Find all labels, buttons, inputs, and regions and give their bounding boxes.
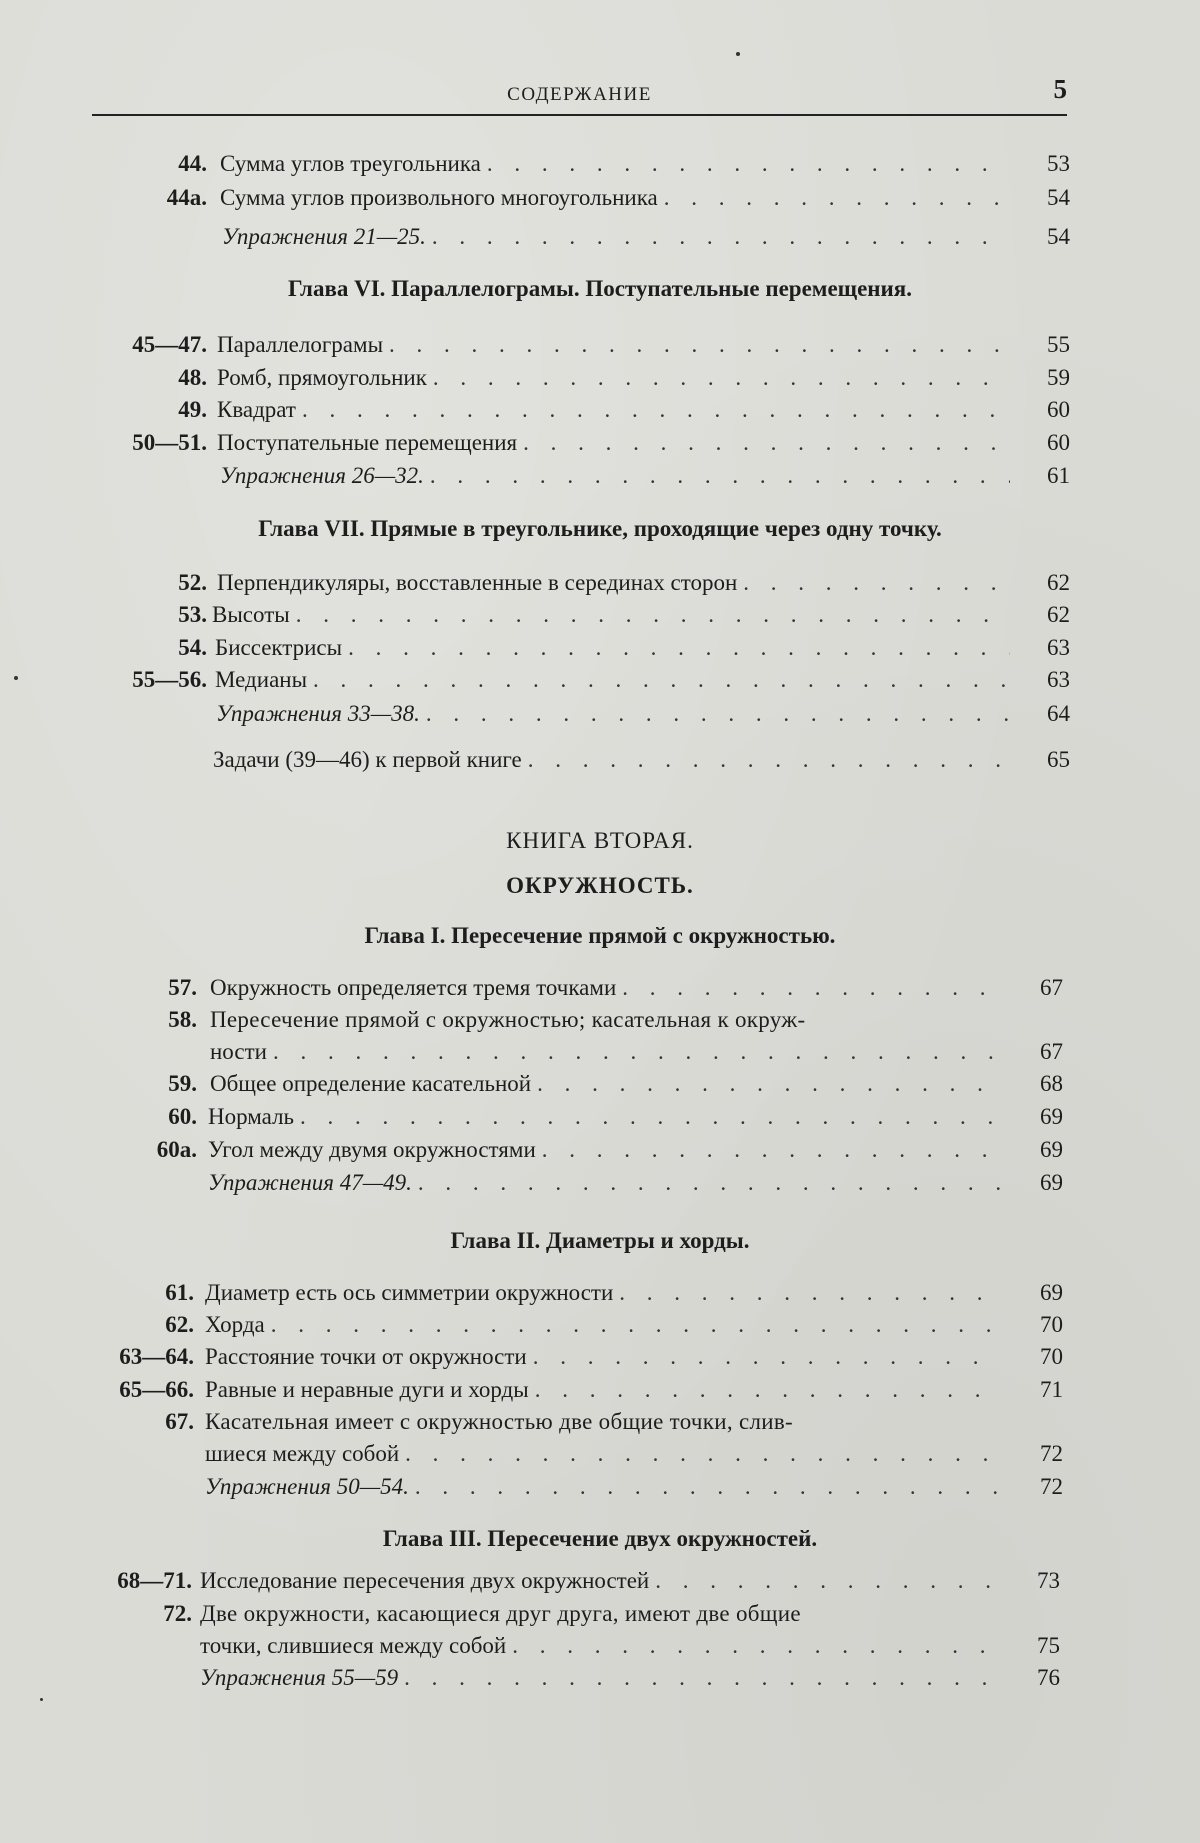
- entry-title: Сумма углов произвольного многоугольника: [220, 182, 664, 214]
- toc-entry-exercises: [0, 1167, 1200, 1199]
- entry-page: 69: [1023, 1277, 1063, 1309]
- toc-entry-exercises: [0, 1662, 1200, 1694]
- dot-leader: . . . . . . . . . . . . . . . . . . .: [487, 148, 1010, 180]
- entry-number: 61.: [165, 1277, 194, 1309]
- dot-leader: . . . . . . . . . . . . . . . . . . . . . . . . . .: [302, 394, 1010, 426]
- dot-leader: . . . . . . . . . . . . .: [655, 1565, 1000, 1597]
- toc-entry-continuation: [0, 1438, 1200, 1470]
- entry-page: 63: [1030, 664, 1070, 696]
- dot-leader: . . . . . . . . . . . . . . . . . . . . . . . . . .: [300, 1101, 1000, 1133]
- entry-title: Равные и неравные дуги и хорды: [205, 1374, 535, 1406]
- entry-page: 67: [1023, 972, 1063, 1004]
- toc-entry: [0, 1134, 1200, 1166]
- chapter-heading: Глава III. Пересечение двух окружностей.: [0, 1526, 1200, 1552]
- entry-page: 69: [1023, 1167, 1063, 1199]
- header-title: СОДЕРЖАНИЕ: [92, 84, 1067, 106]
- entry-title: Перпендикуляры, восставленные в серединах сторон: [217, 567, 743, 599]
- entry-number: 58.: [168, 1004, 197, 1036]
- toc-entry-exercises: [0, 221, 1200, 253]
- entry-page: 68: [1023, 1068, 1063, 1100]
- toc-entry: [0, 567, 1200, 599]
- toc-entry: [0, 329, 1200, 361]
- entry-page: 67: [1023, 1036, 1063, 1068]
- entry-number: 57.: [168, 972, 197, 1004]
- dot-leader: . . . . . . . . . . . . . . . . . . . . . .: [405, 1438, 1000, 1470]
- toc-entry: [0, 1374, 1200, 1406]
- toc-entry: [0, 664, 1200, 696]
- toc-entry: [0, 148, 1200, 180]
- entry-title-line1: Касательная имеет с окружностью две общие точки, слив-: [205, 1406, 793, 1438]
- entry-title: Упражнения 26—32.: [220, 460, 430, 492]
- entry-title: Общее определение касательной: [210, 1068, 537, 1100]
- entry-title: Диаметр есть ось симметрии окружности: [205, 1277, 619, 1309]
- toc-entry: [0, 182, 1200, 214]
- page-number: 5: [1054, 74, 1068, 105]
- entry-page: 72: [1023, 1471, 1063, 1503]
- dot-leader: . . . . . . . . . . . . . . . . . . . . . . .: [389, 329, 1010, 361]
- toc-entry-first-line: [0, 1004, 1200, 1036]
- toc-entry: [0, 1565, 1200, 1597]
- entry-page: 75: [1020, 1630, 1060, 1662]
- entry-title: Медианы: [215, 664, 313, 696]
- dot-leader: . . . . . . . . . . . . . . . . . . . . . . . . . . .: [271, 1309, 1000, 1341]
- toc-entry: [0, 632, 1200, 664]
- entry-title: Квадрат: [217, 394, 302, 426]
- entry-page: 61: [1030, 460, 1070, 492]
- dot-leader: . . . . . . . . . . . . . . . . . . . . . . . . . .: [273, 1036, 1000, 1068]
- toc-entry-first-line: [0, 1406, 1200, 1438]
- entry-page: 69: [1023, 1134, 1063, 1166]
- entry-page: 54: [1030, 182, 1070, 214]
- dot-leader: . . . . . . . . . . . . . . . . . . . . . . . . .: [313, 664, 1010, 696]
- toc-entry: [0, 1101, 1200, 1133]
- entry-page: 60: [1030, 394, 1070, 426]
- entry-page: 59: [1030, 362, 1070, 394]
- entry-number: 45—47.: [132, 329, 207, 361]
- toc-entry-continuation: [0, 1036, 1200, 1068]
- toc-entry: [0, 1277, 1200, 1309]
- chapter-heading: Глава VI. Параллелограмы. Поступательные перемещения.: [0, 276, 1200, 302]
- toc-entry: [0, 1068, 1200, 1100]
- toc-entry: [0, 1309, 1200, 1341]
- toc-entry: [0, 1341, 1200, 1373]
- entry-title: Упражнения 21—25.: [222, 221, 432, 253]
- running-header: [92, 70, 1067, 122]
- entry-page: 62: [1030, 599, 1070, 631]
- entry-page: 65: [1030, 744, 1070, 776]
- entry-title: Высоты: [212, 599, 296, 631]
- dot-leader: . . . . . . . . . .: [743, 567, 1010, 599]
- dot-leader: . . . . . . . . . . . . . .: [619, 1277, 1000, 1309]
- dot-leader: . . . . . . . . . . . . . . . . . . . . . .: [404, 1662, 1000, 1694]
- entry-page: 72: [1023, 1438, 1063, 1470]
- entry-title: Поступательные перемещения: [217, 427, 523, 459]
- dot-leader: . . . . . . . . . . . . . . . . . .: [528, 744, 1010, 776]
- entry-number: 63—64.: [119, 1341, 194, 1373]
- entry-title: Параллелограмы: [217, 329, 389, 361]
- toc-entry-tasks: [0, 744, 1200, 776]
- toc-entry-exercises: [0, 460, 1200, 492]
- entry-number: 44.: [178, 148, 207, 180]
- book-page: [0, 0, 1200, 1843]
- entry-number: 44а.: [167, 182, 207, 214]
- entry-page: 73: [1020, 1565, 1060, 1597]
- book-title: КНИГА ВТОРАЯ.: [0, 828, 1200, 854]
- entry-page: 71: [1023, 1374, 1063, 1406]
- toc-entry: [0, 599, 1200, 631]
- entry-number: 60а.: [157, 1134, 197, 1166]
- entry-title: Сумма углов треугольника: [220, 148, 487, 180]
- entry-title: ности: [210, 1036, 273, 1068]
- entry-title: Упражнения 33—38.: [216, 698, 426, 730]
- entry-title: Упражнения 47—49.: [208, 1167, 418, 1199]
- toc-entry-exercises: [0, 1471, 1200, 1503]
- entry-title-line1: Пересечение прямой с окружностью; касательная к окруж-: [210, 1004, 805, 1036]
- dot-leader: . . . . . . . . . . . . . . . . . . . . . . . . . .: [296, 599, 1010, 631]
- entry-page: 53: [1030, 148, 1070, 180]
- print-speck: [736, 52, 740, 56]
- dot-leader: . . . . . . . . . . . . . . . . .: [533, 1341, 1000, 1373]
- dot-leader: . . . . . . . . . . . . . . . . .: [537, 1068, 1000, 1100]
- entry-number: 54.: [178, 632, 207, 664]
- entry-page: 70: [1023, 1341, 1063, 1373]
- entry-title: Расстояние точки от окружности: [205, 1341, 533, 1373]
- entry-number: 68—71.: [117, 1565, 192, 1597]
- print-speck: [40, 1698, 43, 1701]
- book-subtitle: ОКРУЖНОСТЬ.: [0, 873, 1200, 899]
- entry-title: Нормаль: [208, 1101, 300, 1133]
- dot-leader: . . . . . . . . . . . . . . . . . . . . .: [432, 221, 1010, 253]
- entry-page: 69: [1023, 1101, 1063, 1133]
- toc-entry: [0, 972, 1200, 1004]
- entry-title: Упражнения 55—59: [200, 1662, 404, 1694]
- entry-title: Задачи (39—46) к первой книге: [213, 744, 528, 776]
- dot-leader: . . . . . . . . . . . . . . . . .: [542, 1134, 1000, 1166]
- entry-number: 59.: [168, 1068, 197, 1100]
- toc-entry: [0, 427, 1200, 459]
- entry-number: 60.: [168, 1101, 197, 1133]
- chapter-heading: Глава II. Диаметры и хорды.: [0, 1228, 1200, 1254]
- dot-leader: . . . . . . . . . . . . . . . . . . . . .: [433, 362, 1010, 394]
- header-rule: [92, 114, 1067, 116]
- entry-number: 48.: [178, 362, 207, 394]
- entry-title: шиеся между собой: [205, 1438, 405, 1470]
- entry-number: 50—51.: [132, 427, 207, 459]
- entry-title: Биссектрисы: [215, 632, 348, 664]
- entry-title: Окружность определяется тремя точками: [210, 972, 622, 1004]
- dot-leader: . . . . . . . . . . . . . . . . . .: [523, 427, 1010, 459]
- dot-leader: . . . . . . . . . . . . . . . . . . . . .: [415, 1471, 1000, 1503]
- entry-number: 62.: [165, 1309, 194, 1341]
- toc-entry: [0, 394, 1200, 426]
- dot-leader: . . . . . . . . . . . . . . . . . .: [512, 1630, 1000, 1662]
- entry-number: 67.: [165, 1406, 194, 1438]
- toc-entry-first-line: [0, 1598, 1200, 1630]
- chapter-heading: Глава VII. Прямые в треугольнике, проходящие через одну точку.: [0, 516, 1200, 542]
- entry-title: Ромб, прямоугольник: [217, 362, 433, 394]
- entry-title: Упражнения 50—54.: [205, 1471, 415, 1503]
- entry-page: 76: [1020, 1662, 1060, 1694]
- dot-leader: . . . . . . . . . . . . . . . . . . . . .: [430, 460, 1010, 492]
- entry-page: 55: [1030, 329, 1070, 361]
- dot-leader: . . . . . . . . . . . . . .: [622, 972, 1000, 1004]
- entry-title: Исследование пересечения двух окружностей: [200, 1565, 655, 1597]
- entry-title: Угол между двумя окружностями: [208, 1134, 542, 1166]
- entry-number: 72.: [163, 1598, 192, 1630]
- entry-number: 52.: [178, 567, 207, 599]
- entry-page: 60: [1030, 427, 1070, 459]
- dot-leader: . . . . . . . . . . . . . . . . . . . . .: [418, 1167, 1000, 1199]
- toc-entry: [0, 362, 1200, 394]
- toc-entry-exercises: [0, 698, 1200, 730]
- entry-number: 49.: [178, 394, 207, 426]
- dot-leader: . . . . . . . . . . . . .: [664, 182, 1010, 214]
- entry-title: Хорда: [205, 1309, 271, 1341]
- entry-number: 53.: [178, 599, 207, 631]
- dot-leader: . . . . . . . . . . . . . . . . . . . . .: [426, 698, 1010, 730]
- entry-page: 54: [1030, 221, 1070, 253]
- entry-page: 63: [1030, 632, 1070, 664]
- dot-leader: . . . . . . . . . . . . . . . . . . . . . . . .: [348, 632, 1010, 664]
- entry-title-line1: Две окружности, касающиеся друг друга, имеют две общие: [200, 1598, 801, 1630]
- print-speck: [14, 676, 18, 680]
- dot-leader: . . . . . . . . . . . . . . . . .: [535, 1374, 1000, 1406]
- entry-number: 55—56.: [132, 664, 207, 696]
- entry-number: 65—66.: [119, 1374, 194, 1406]
- entry-page: 70: [1023, 1309, 1063, 1341]
- toc-entry-continuation: [0, 1630, 1200, 1662]
- chapter-heading: Глава I. Пересечение прямой с окружностью.: [0, 923, 1200, 949]
- entry-page: 62: [1030, 567, 1070, 599]
- entry-page: 64: [1030, 698, 1070, 730]
- entry-title: точки, слившиеся между собой: [200, 1630, 512, 1662]
